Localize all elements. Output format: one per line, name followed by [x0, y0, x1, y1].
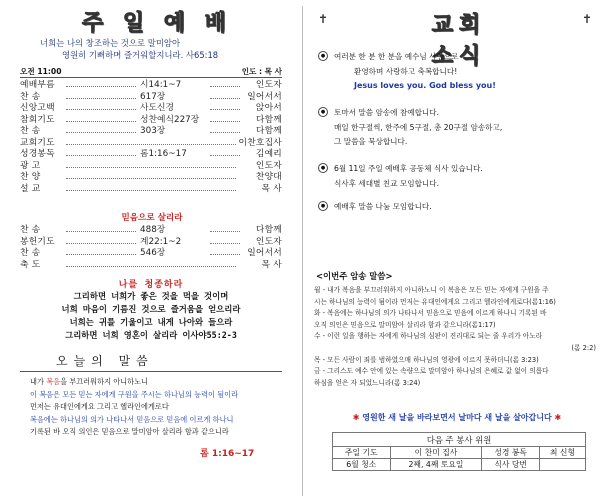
service-time: 오전 11:00: [20, 67, 62, 76]
service-row-detail: 546장: [140, 248, 166, 258]
service-row-who: 목 사: [261, 183, 282, 194]
service-row-label: 설 교: [20, 183, 41, 194]
service-row-label: 찬 송: [20, 248, 41, 258]
news-line: 매일 한구절씩, 한주에 5구절, 총 20구절 암송하고,: [334, 122, 503, 132]
service-row: [20, 161, 282, 172]
sermon-line: 기록된 바 오직 의인은 믿음으로 말미암아 살리라 함과 같으니라: [30, 427, 229, 436]
leader-dots: [66, 243, 136, 244]
service-row-label: 참회기도: [20, 114, 55, 125]
service-row-who: 다함께: [255, 114, 282, 125]
news-line: 예배후 말씀 나눔 모임합니다.: [334, 202, 432, 211]
service-row: [20, 184, 282, 195]
todays-word-title: 오늘의 말씀: [56, 354, 154, 368]
service-row-detail: 303장: [140, 126, 166, 136]
header-rule: [20, 77, 282, 78]
leader-dots: [66, 190, 236, 191]
service-row-who: 김예리: [255, 149, 282, 159]
service-row-label: 성경봉독: [20, 149, 55, 159]
leader-dots: [66, 254, 136, 255]
intro-line-2: 영원히 기뻐하며 즐거워할지니라. 사65:18: [62, 50, 219, 60]
memory-verse-line: (롬 2:2): [571, 343, 596, 352]
cross-icon: ✝: [318, 12, 329, 26]
service-row-who: 인도자: [255, 160, 282, 171]
service-row: [20, 103, 282, 114]
memory-verse-line: 월 - 내가 복음을 부끄러워하지 아니하노니 이 복음은 모든 믿는 자에게 구원을 주: [314, 286, 549, 294]
leader-dots: [66, 266, 236, 267]
duty-table: [332, 432, 586, 471]
news-text: [334, 200, 594, 215]
service-row-who: 인도자: [255, 80, 282, 90]
service-row-who: 일어서서: [247, 248, 282, 258]
service-row-label: 찬 송: [20, 91, 41, 102]
duty-caption: 다음 주 봉사 위원: [333, 433, 586, 447]
news-title: 교회 소식: [431, 12, 487, 69]
church-motto: [332, 412, 582, 423]
leader-dots: [210, 109, 240, 110]
memory-verse-line: 수 - 이런 일을 행하는 자에게 하나님의 심판이 진리대로 되는 줄 우리가 아노라: [314, 332, 543, 341]
service-row: [20, 237, 282, 248]
call-verse-line: 너희는 귀를 기울이고 내게 나아와 들으라: [69, 317, 233, 327]
call-verse-heading: 나를 청종하라: [118, 280, 184, 290]
intro-verse: [40, 37, 280, 61]
service-row-detail: 사도신경: [140, 103, 174, 113]
duty-header-cell: 성경 봉독: [482, 447, 540, 459]
service-row-label: 찬 송: [20, 225, 41, 235]
leader-dots: [66, 155, 136, 156]
service-row-who: 다함께: [255, 126, 282, 136]
word-rule: [20, 371, 282, 372]
duty-cell: [539, 459, 585, 471]
leader-dots: [66, 132, 136, 133]
memory-verse-line: 금 - 그리스도 예수 안에 있는 속량으로 말미암아 하나님의 은혜로 값 없이 의롭다: [314, 367, 549, 376]
call-verse-line: 그리하면 너희 영혼이 살리라 이사야55:2-3: [65, 330, 237, 340]
news-line: 그 말씀을 묵상합니다.: [334, 137, 408, 146]
motto-text: 영원한 새 날을 바라보면서 날마다 새 날을 살아갑니다: [362, 413, 552, 422]
service-row-detail: 617장: [140, 91, 166, 102]
news-line: 토마서 말씀 암송에 참예합니다.: [334, 108, 440, 117]
memory-verse-line: 오직 의인은 믿음으로 말미암아 살리라 함과 같으니라(롬1:17): [314, 320, 496, 329]
leader-dots: [210, 231, 240, 232]
bullet-icon: ●: [318, 107, 328, 117]
service-row: [20, 92, 282, 103]
memory-verse-title: <이번주 암송 말씀>: [316, 271, 393, 281]
leader-dots: [66, 109, 136, 110]
sermon-line: 내가 복음을 부끄러워하지 아니하노니: [30, 377, 148, 386]
star-icon: ✱: [554, 413, 562, 422]
duty-cell: 식사 당번: [482, 459, 540, 471]
duty-cell: 6월 청소: [333, 459, 391, 471]
leader-dots: [66, 178, 236, 179]
service-row-label: 찬 송: [20, 126, 41, 136]
news-line: 환영하며 사랑하고 축복합니다!: [354, 66, 458, 76]
service-row-detail: 488장: [140, 225, 166, 235]
leader-dots: [210, 243, 240, 244]
service-row-who: 찬양대: [255, 172, 282, 182]
service-row-label: 봉헌기도: [20, 236, 55, 247]
sermon-passage: [30, 376, 285, 459]
service-row-label: 신앙고백: [20, 103, 55, 113]
service-row-detail: 롬1:16~17: [140, 149, 187, 159]
service-row-who: 다함께: [255, 225, 282, 235]
service-row: [20, 149, 282, 160]
memory-verse-line: 목 - 모든 사람이 죄를 범하였으매 하나님의 영광에 이르지 못하더니(롬 3:23): [314, 355, 539, 364]
service-row-who: 일어서서: [247, 91, 282, 102]
bullet-icon: ●: [318, 51, 328, 61]
service-row-detail: 성찬예식227장: [140, 114, 200, 125]
news-line: 식사후 세대별 친교 모임합니다.: [334, 178, 440, 188]
star-icon: ✱: [352, 413, 360, 422]
leader-dots: [66, 167, 236, 168]
sermon-reference: 롬 1:16~17: [200, 449, 255, 459]
service-row-label: 찬 양: [20, 172, 41, 182]
service-row: [20, 80, 282, 91]
bullet-icon: ●: [318, 163, 328, 173]
leader-dots: [210, 121, 240, 122]
service-row-who: 이찬호집사: [238, 137, 282, 148]
call-verse-line: 그리하면 너희가 좋은 것을 먹을 것이며: [73, 291, 229, 301]
service-row-who: 목 사: [261, 259, 282, 270]
leader-dots: [66, 86, 136, 87]
leader-dots: [66, 98, 136, 99]
leader-dots: [210, 132, 240, 133]
leader-dots: [66, 121, 136, 122]
service-row-label: 예배부름: [20, 80, 55, 90]
news-line: 여러분 한 분 한 분을 예수님 사랑으로: [334, 52, 459, 61]
sermon-line: 이 복음은 모든 믿는 자에게 구원을 주시는 하나님의 능력이 됨이라: [30, 389, 239, 399]
service-row: [20, 138, 282, 149]
leader-dots: [210, 155, 240, 156]
call-verse: [20, 277, 282, 342]
intro-line-1: 너희는 나의 창조하는 것으로 말미암아: [40, 38, 181, 48]
duty-header-cell: 이 찬미 집사: [390, 447, 482, 459]
leader-dots: [210, 98, 240, 99]
faith-banner: 믿음으로 살리라: [121, 213, 183, 223]
leader-dots: [66, 231, 136, 232]
service-row: [20, 248, 282, 259]
memory-verse-line: 화 - 복음에는 하나님의 의가 나타나서 믿음으로 믿음에 이르게 하나니 기록된 바: [314, 309, 547, 318]
leader-dots: [66, 144, 236, 145]
service-row-who: 인도자: [255, 236, 282, 247]
worship-title: 주 일 예 배: [82, 10, 232, 36]
memory-verse-line: 시는 하나님의 능력이 됨이라 먼저는 유대인에게요 그리고 헬라인에게로다(롬1:16): [314, 297, 556, 306]
service-row: [20, 115, 282, 126]
news-text: [334, 106, 594, 150]
leader-dots: [210, 254, 240, 255]
duty-header-cell: 최 신형: [539, 447, 585, 459]
news-text: [334, 162, 594, 191]
service-row-label: 축 도: [20, 259, 41, 270]
church-news-column: [304, 0, 600, 501]
service-row-label: 광 고: [20, 160, 41, 171]
sermon-line: 먼저는 유대인에게요 그리고 헬라인에게로다: [30, 402, 169, 411]
duty-header-cell: 주일 기도: [333, 447, 391, 459]
call-verse-line: 너희 마음이 기름진 것으로 즐거움을 얻으리라: [61, 304, 241, 314]
service-leader: 인도 : 목 사: [241, 67, 282, 76]
duty-cell: 2째, 4째 토요일: [390, 459, 482, 471]
service-row: [20, 126, 282, 137]
sermon-line: 복음에는 하나님의 의가 나타나서 믿음으로 믿음에 이르게 하나니: [30, 414, 234, 424]
news-line: 6월 11일 주일 예배후 공동체 식사 있습니다.: [334, 164, 483, 173]
service-row-detail: 계22:1~2: [140, 236, 182, 247]
memory-verses: [314, 285, 596, 389]
bullet-icon: ●: [318, 201, 328, 211]
news-text: [334, 50, 594, 94]
service-row: [20, 172, 282, 183]
cross-icon: ✝: [582, 12, 593, 26]
service-row-detail: 시14:1~7: [140, 80, 182, 90]
memory-verse-line: 하심을 얻은 자 되었느니라(롬 3:24): [314, 378, 421, 387]
service-row: [20, 225, 282, 236]
service-row: [20, 260, 282, 271]
news-subline: Jesus loves you. God bless you!: [354, 81, 496, 90]
service-row-who: 앉아서: [255, 103, 282, 113]
service-row-label: 교회기도: [20, 137, 55, 148]
leader-dots: [210, 86, 240, 87]
